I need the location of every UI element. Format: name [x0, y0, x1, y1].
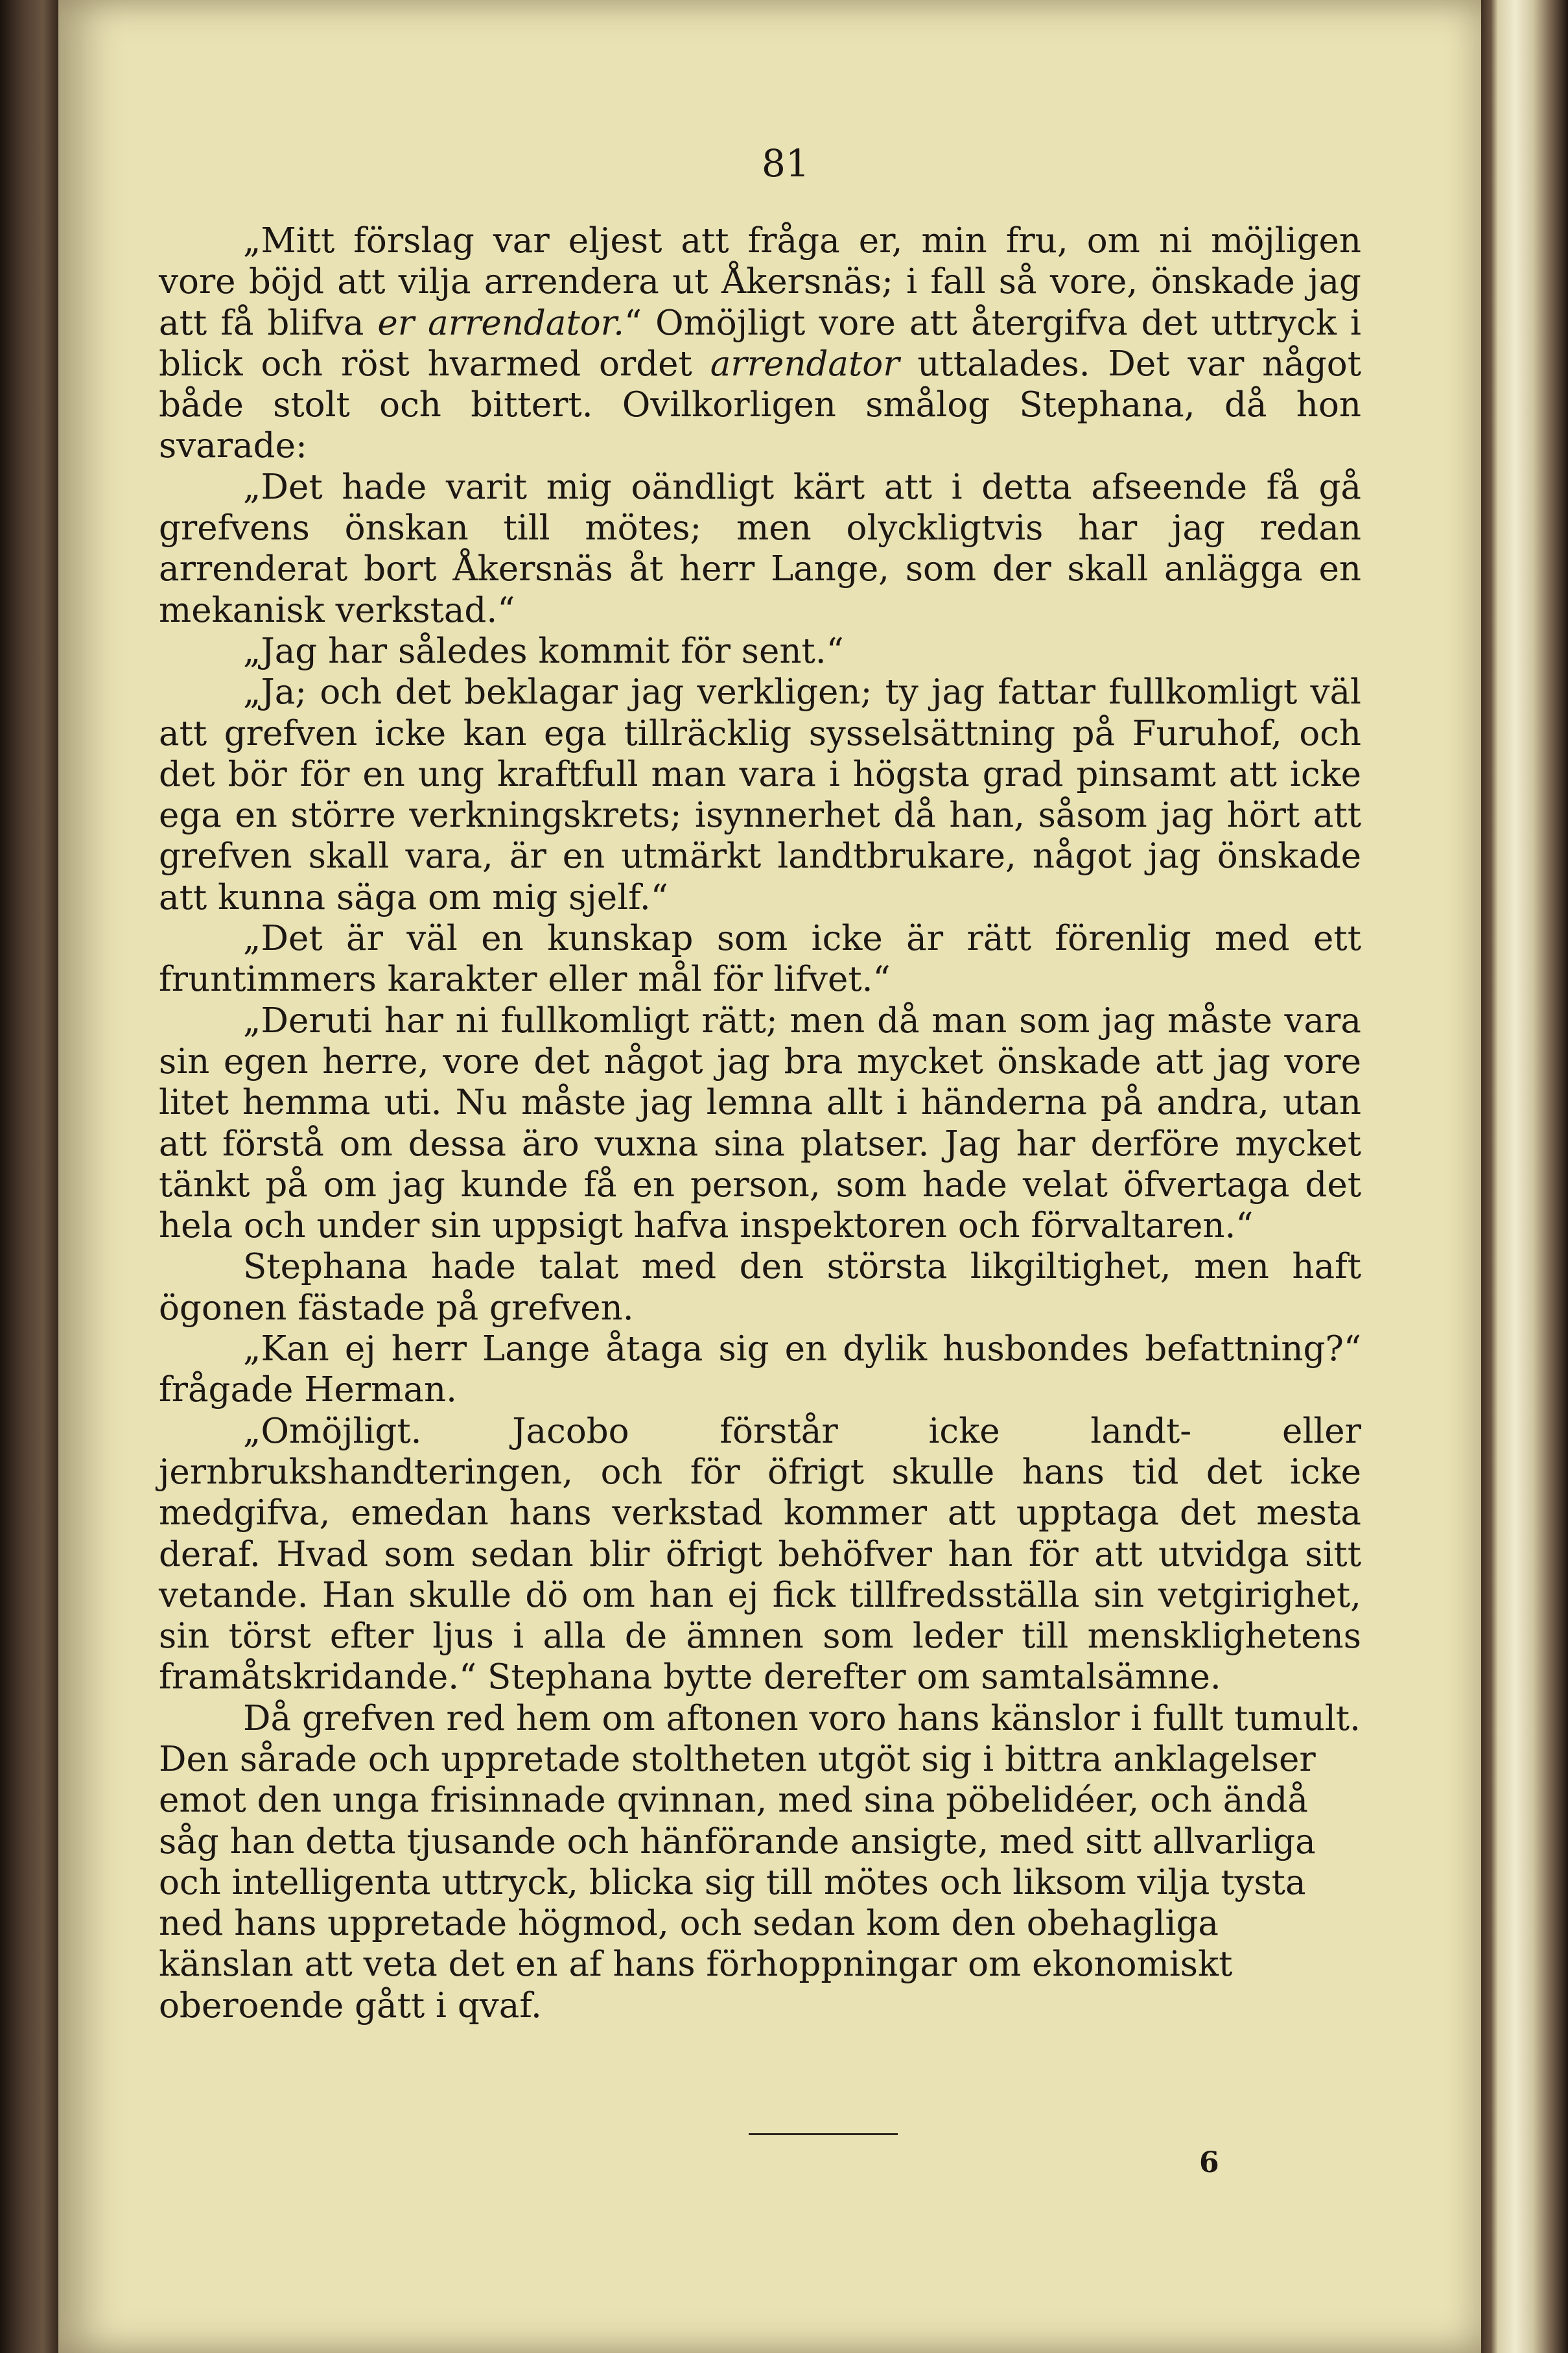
text-run: „Det hade varit mig oändligt kärt att i detta afseende få gå grefvens önskan till mötes; men olyckligtvis har jag redan arrenderat bort Åkersnäs åt herr Lange, som der skall anlägga en mekanisk verkstad.“: [159, 467, 1361, 630]
book-page: [58, 0, 1481, 2353]
paragraph: [159, 1000, 1361, 1247]
body-text: [159, 220, 1361, 2026]
paragraph: [159, 467, 1361, 631]
footer-rule: [749, 2133, 898, 2135]
text-run: “ Omöjligt vore att återgifva det uttryck i blick och röst hvarmed ordet: [159, 303, 1361, 384]
book-binding-left: [0, 0, 62, 2353]
italic-text: arrendator: [710, 344, 900, 384]
text-run: „Ja; och det beklagar jag verkligen; ty jag fattar fullkomligt väl att grefven icke kan ega tillräcklig sysselsättning på Furuhof, och det bör för en ung kraftfull man vara i högsta grad pinsamt att icke ega en större verkningskrets; isynnerhet då han, såsom jag hört att grefven skall vara, är en utmärkt landtbrukare, något jag önskade att kunna säga om mig sjelf.“: [159, 672, 1361, 917]
text-run: Då grefven red hem om aftonen voro hans känslor i fullt tumult. Den sårade och uppretade stoltheten utgöt sig i bittra anklagelser emot den unga frisinnade qvinnan, med sina pöbelidéer, och ändå såg han detta tjusande och hänförande ansigte, med sitt allvarliga och intelligenta uttryck, blicka sig till mötes och liksom vilja tysta ned hans uppretade högmod, och sedan kom den obehagliga känslan att veta det en af hans förhoppningar om ekonomiskt oberoende gått i qvaf.: [159, 1698, 1361, 2026]
paragraph: [159, 1246, 1361, 1329]
page-number: 81: [762, 141, 810, 185]
paragraph: [159, 1698, 1361, 2026]
book-page-edges-right: [1480, 0, 1568, 2353]
text-run: uttalades. Det var något både stolt och bittert. Ovilkorligen smålog Stephana, då hon svarade:: [159, 344, 1361, 466]
paragraph: [159, 918, 1361, 1000]
signature-mark: 6: [1199, 2146, 1219, 2179]
paragraph: [159, 1411, 1361, 1698]
text-run: „Deruti har ni fullkomligt rätt; men då man som jag måste vara sin egen herre, vore det något jag bra mycket önskade att jag vore litet hemma uti. Nu måste jag lemna allt i händerna på andra, utan att förstå om dessa äro vuxna sina platser. Jag har derföre mycket tänkt på om jag kunde få en person, som hade velat öfvertaga det hela och under sin uppsigt hafva inspektoren och förvaltaren.“: [159, 1000, 1361, 1246]
paragraph: [159, 1329, 1361, 1411]
text-run: „Kan ej herr Lange åtaga sig en dylik husbondes befattning?“ frågade Herman.: [159, 1329, 1361, 1410]
paragraph: [159, 220, 1361, 467]
italic-text: er arrendator.: [377, 303, 624, 343]
text-run: „Jag har således kommit för sent.“: [243, 631, 844, 671]
text-run: „Det är väl en kunskap som icke är rätt förenlig med ett fruntimmers karakter eller mål för lifvet.“: [159, 919, 1361, 1000]
text-run: „Mitt förslag var eljest att fråga er, min fru, om ni möjligen vore böjd att vilja arrendera ut Åkersnäs; i fall så vore, önskade jag att få blifva: [159, 221, 1361, 343]
paragraph: [159, 631, 1361, 672]
text-run: „Omöjligt. Jacobo förstår icke landt- eller jernbrukshandteringen, och för öfrigt skulle hans tid det icke medgifva, emedan hans verkstad kommer att upptaga det mesta deraf. Hvad som sedan blir öfrigt behöfver han för att utvidga sitt vetande. Han skulle dö om han ej fick tillfredsställa sin vetgirighet, sin törst efter ljus i alla de ämnen som leder till mensklighetens framåtskridande.“ Stephana bytte derefter om samtalsämne.: [159, 1411, 1361, 1697]
text-run: Stephana hade talat med den största likgiltighet, men haft ögonen fästade på grefven.: [159, 1247, 1361, 1328]
paragraph: [159, 672, 1361, 918]
